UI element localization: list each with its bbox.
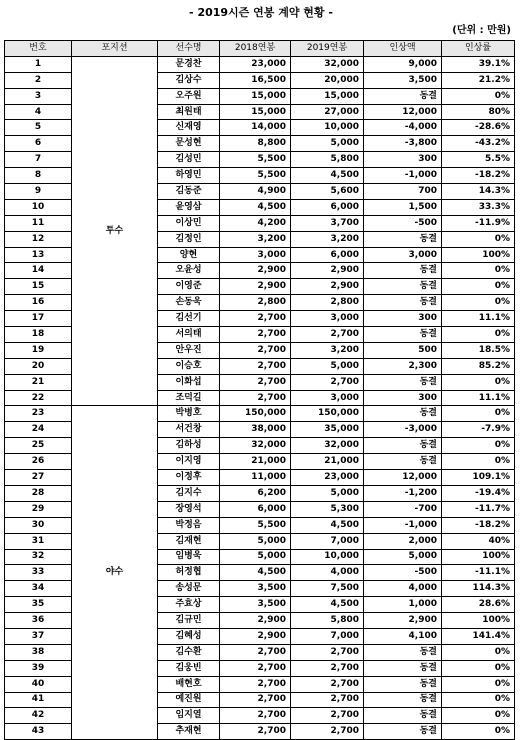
player-name-cell: 손동욱 <box>158 295 220 311</box>
raise-rate-cell: -18.2% <box>442 168 515 184</box>
raise-rate-cell: 0% <box>442 438 515 454</box>
header-salary-2019: 2019연봉 <box>291 41 364 57</box>
player-name-cell: 김하성 <box>158 438 220 454</box>
number-cell: 28 <box>5 485 72 501</box>
raise-amount-cell: -500 <box>364 215 442 231</box>
raise-amount-cell: 동결 <box>364 454 442 470</box>
salary-2018-cell: 8,800 <box>220 136 291 152</box>
number-cell: 32 <box>5 549 72 565</box>
salary-2019-cell: 5,000 <box>291 485 364 501</box>
salary-2018-cell: 3,500 <box>220 597 291 613</box>
number-cell: 21 <box>5 374 72 390</box>
salary-2019-cell: 2,900 <box>291 263 364 279</box>
player-name-cell: 서의태 <box>158 327 220 343</box>
salary-2019-cell: 5,800 <box>291 152 364 168</box>
salary-2018-cell: 5,000 <box>220 549 291 565</box>
player-name-cell: 김성민 <box>158 152 220 168</box>
player-name-cell: 최원태 <box>158 104 220 120</box>
raise-rate-cell: 33.3% <box>442 199 515 215</box>
raise-rate-cell: -11.7% <box>442 501 515 517</box>
salary-2019-cell: 10,000 <box>291 549 364 565</box>
raise-rate-cell: 80% <box>442 104 515 120</box>
salary-2019-cell: 5,800 <box>291 613 364 629</box>
number-cell: 24 <box>5 422 72 438</box>
salary-2018-cell: 2,700 <box>220 390 291 406</box>
raise-rate-cell: 0% <box>442 263 515 279</box>
raise-amount-cell: -1,000 <box>364 168 442 184</box>
number-cell: 29 <box>5 501 72 517</box>
salary-2019-cell: 32,000 <box>291 56 364 72</box>
raise-rate-cell: -18.2% <box>442 517 515 533</box>
raise-amount-cell: 3,000 <box>364 247 442 263</box>
number-cell: 5 <box>5 120 72 136</box>
salary-2018-cell: 15,000 <box>220 88 291 104</box>
raise-rate-cell: 100% <box>442 613 515 629</box>
salary-2019-cell: 2,700 <box>291 692 364 708</box>
number-cell: 37 <box>5 628 72 644</box>
player-name-cell: 김수환 <box>158 644 220 660</box>
player-name-cell: 임지열 <box>158 708 220 724</box>
number-cell: 36 <box>5 613 72 629</box>
player-name-cell: 윤영삼 <box>158 199 220 215</box>
number-cell: 27 <box>5 470 72 486</box>
salary-2018-cell: 2,900 <box>220 628 291 644</box>
raise-amount-cell: -3,000 <box>364 422 442 438</box>
number-cell: 6 <box>5 136 72 152</box>
salary-2019-cell: 20,000 <box>291 72 364 88</box>
raise-amount-cell: 2,000 <box>364 533 442 549</box>
number-cell: 41 <box>5 692 72 708</box>
salary-2019-cell: 32,000 <box>291 438 364 454</box>
salary-2018-cell: 2,700 <box>220 692 291 708</box>
salary-2019-cell: 21,000 <box>291 454 364 470</box>
number-cell: 38 <box>5 644 72 660</box>
salary-2019-cell: 10,000 <box>291 120 364 136</box>
raise-amount-cell: 동결 <box>364 692 442 708</box>
raise-rate-cell: 109.1% <box>442 470 515 486</box>
raise-amount-cell: -3,800 <box>364 136 442 152</box>
number-cell: 23 <box>5 406 72 422</box>
player-name-cell: 김혜성 <box>158 628 220 644</box>
raise-rate-cell: 0% <box>442 406 515 422</box>
salary-2018-cell: 2,700 <box>220 342 291 358</box>
salary-2018-cell: 2,700 <box>220 374 291 390</box>
salary-2018-cell: 6,200 <box>220 485 291 501</box>
player-name-cell: 오윤성 <box>158 263 220 279</box>
salary-2019-cell: 2,700 <box>291 724 364 740</box>
raise-amount-cell: 동결 <box>364 295 442 311</box>
table-body <box>5 56 515 739</box>
salary-2018-cell: 2,700 <box>220 311 291 327</box>
raise-rate-cell: -28.6% <box>442 120 515 136</box>
number-cell: 11 <box>5 215 72 231</box>
player-name-cell: 김웅빈 <box>158 660 220 676</box>
raise-amount-cell: 1,500 <box>364 199 442 215</box>
raise-amount-cell: 동결 <box>364 406 442 422</box>
number-cell: 4 <box>5 104 72 120</box>
table-row <box>5 56 515 72</box>
raise-amount-cell: 동결 <box>364 644 442 660</box>
salary-2019-cell: 2,700 <box>291 660 364 676</box>
player-name-cell: 이영준 <box>158 279 220 295</box>
player-name-cell: 송성문 <box>158 581 220 597</box>
number-cell: 17 <box>5 311 72 327</box>
player-name-cell: 서건창 <box>158 422 220 438</box>
raise-rate-cell: 0% <box>442 660 515 676</box>
number-cell: 42 <box>5 708 72 724</box>
raise-amount-cell: 2,300 <box>364 358 442 374</box>
number-cell: 20 <box>5 358 72 374</box>
raise-rate-cell: 0% <box>442 676 515 692</box>
number-cell: 30 <box>5 517 72 533</box>
salary-2018-cell: 2,900 <box>220 263 291 279</box>
raise-rate-cell: 0% <box>442 708 515 724</box>
salary-2019-cell: 4,500 <box>291 517 364 533</box>
raise-rate-cell: 5.5% <box>442 152 515 168</box>
raise-amount-cell: 동결 <box>364 279 442 295</box>
raise-rate-cell: 0% <box>442 279 515 295</box>
player-name-cell: 이상민 <box>158 215 220 231</box>
player-name-cell: 김정인 <box>158 231 220 247</box>
page-title: - 2019시즌 연봉 계약 현황 - <box>189 6 333 19</box>
raise-rate-cell: -11.1% <box>442 565 515 581</box>
unit-label: (단위 : 만원) <box>452 25 511 36</box>
raise-amount-cell: 5,000 <box>364 549 442 565</box>
salary-2019-cell: 27,000 <box>291 104 364 120</box>
player-name-cell: 김재현 <box>158 533 220 549</box>
salary-2018-cell: 4,200 <box>220 215 291 231</box>
raise-rate-cell: 100% <box>442 247 515 263</box>
header-number: 번호 <box>5 41 72 57</box>
salary-2018-cell: 2,900 <box>220 613 291 629</box>
player-name-cell: 장영석 <box>158 501 220 517</box>
salary-2018-cell: 21,000 <box>220 454 291 470</box>
player-name-cell: 김규민 <box>158 613 220 629</box>
number-cell: 7 <box>5 152 72 168</box>
number-cell: 40 <box>5 676 72 692</box>
number-cell: 22 <box>5 390 72 406</box>
player-name-cell: 배현호 <box>158 676 220 692</box>
salary-2018-cell: 3,000 <box>220 247 291 263</box>
salary-2018-cell: 3,500 <box>220 581 291 597</box>
raise-amount-cell: 동결 <box>364 231 442 247</box>
table-header-row <box>5 41 515 57</box>
salary-2019-cell: 5,000 <box>291 358 364 374</box>
raise-rate-cell: 39.1% <box>442 56 515 72</box>
raise-amount-cell: -4,000 <box>364 120 442 136</box>
player-name-cell: 박병호 <box>158 406 220 422</box>
salary-2019-cell: 35,000 <box>291 422 364 438</box>
raise-amount-cell: 동결 <box>364 438 442 454</box>
number-cell: 31 <box>5 533 72 549</box>
raise-amount-cell: 300 <box>364 311 442 327</box>
salary-2019-cell: 3,700 <box>291 215 364 231</box>
table-row <box>5 406 515 422</box>
raise-amount-cell: -1,200 <box>364 485 442 501</box>
raise-rate-cell: -19.4% <box>442 485 515 501</box>
salary-2019-cell: 4,500 <box>291 597 364 613</box>
player-name-cell: 박정음 <box>158 517 220 533</box>
player-name-cell: 임병욱 <box>158 549 220 565</box>
header-player-name: 선수명 <box>158 41 220 57</box>
player-name-cell: 허정협 <box>158 565 220 581</box>
number-cell: 2 <box>5 72 72 88</box>
salary-2019-cell: 6,000 <box>291 247 364 263</box>
player-name-cell: 예진원 <box>158 692 220 708</box>
salary-2018-cell: 150,000 <box>220 406 291 422</box>
salary-2019-cell: 2,700 <box>291 644 364 660</box>
salary-2018-cell: 2,800 <box>220 295 291 311</box>
number-cell: 15 <box>5 279 72 295</box>
player-name-cell: 하영민 <box>158 168 220 184</box>
player-name-cell: 이승호 <box>158 358 220 374</box>
raise-rate-cell: 0% <box>442 454 515 470</box>
header-salary-2018: 2018연봉 <box>220 41 291 57</box>
salary-2018-cell: 14,000 <box>220 120 291 136</box>
header-raise-rate: 인상률 <box>442 41 515 57</box>
number-cell: 19 <box>5 342 72 358</box>
number-cell: 12 <box>5 231 72 247</box>
salary-2019-cell: 7,000 <box>291 628 364 644</box>
raise-amount-cell: 2,900 <box>364 613 442 629</box>
salary-2018-cell: 2,900 <box>220 279 291 295</box>
raise-rate-cell: 0% <box>442 692 515 708</box>
salary-2019-cell: 7,500 <box>291 581 364 597</box>
salary-2019-cell: 3,200 <box>291 342 364 358</box>
raise-rate-cell: 141.4% <box>442 628 515 644</box>
raise-amount-cell: 9,000 <box>364 56 442 72</box>
salary-2018-cell: 23,000 <box>220 56 291 72</box>
number-cell: 34 <box>5 581 72 597</box>
raise-amount-cell: 동결 <box>364 327 442 343</box>
raise-rate-cell: 11.1% <box>442 311 515 327</box>
salary-2019-cell: 5,300 <box>291 501 364 517</box>
raise-amount-cell: 동결 <box>364 676 442 692</box>
salary-2018-cell: 5,500 <box>220 152 291 168</box>
salary-2018-cell: 4,900 <box>220 184 291 200</box>
raise-rate-cell: 0% <box>442 231 515 247</box>
raise-amount-cell: 500 <box>364 342 442 358</box>
raise-amount-cell: 동결 <box>364 660 442 676</box>
raise-amount-cell: 동결 <box>364 374 442 390</box>
raise-rate-cell: -7.9% <box>442 422 515 438</box>
player-name-cell: 김지수 <box>158 485 220 501</box>
salary-2019-cell: 7,000 <box>291 533 364 549</box>
salary-2018-cell: 5,500 <box>220 517 291 533</box>
player-name-cell: 김상수 <box>158 72 220 88</box>
salary-2019-cell: 6,000 <box>291 199 364 215</box>
player-name-cell: 주효상 <box>158 597 220 613</box>
salary-2018-cell: 6,000 <box>220 501 291 517</box>
raise-amount-cell: 300 <box>364 390 442 406</box>
salary-2019-cell: 2,700 <box>291 327 364 343</box>
raise-rate-cell: 40% <box>442 533 515 549</box>
player-name-cell: 오주원 <box>158 88 220 104</box>
number-cell: 33 <box>5 565 72 581</box>
salary-2019-cell: 2,700 <box>291 374 364 390</box>
salary-2018-cell: 2,700 <box>220 676 291 692</box>
raise-rate-cell: 14.3% <box>442 184 515 200</box>
salary-2018-cell: 38,000 <box>220 422 291 438</box>
salary-2018-cell: 2,700 <box>220 644 291 660</box>
raise-amount-cell: 3,500 <box>364 72 442 88</box>
raise-amount-cell: -500 <box>364 565 442 581</box>
raise-amount-cell: 동결 <box>364 88 442 104</box>
number-cell: 10 <box>5 199 72 215</box>
header-position: 포지션 <box>72 41 158 57</box>
salary-2018-cell: 16,500 <box>220 72 291 88</box>
player-name-cell: 양현 <box>158 247 220 263</box>
raise-rate-cell: 100% <box>442 549 515 565</box>
raise-rate-cell: 0% <box>442 88 515 104</box>
player-name-cell: 조덕길 <box>158 390 220 406</box>
salary-2019-cell: 2,700 <box>291 676 364 692</box>
salary-2019-cell: 3,000 <box>291 390 364 406</box>
raise-rate-cell: 85.2% <box>442 358 515 374</box>
salary-2019-cell: 2,900 <box>291 279 364 295</box>
number-cell: 35 <box>5 597 72 613</box>
number-cell: 26 <box>5 454 72 470</box>
player-name-cell: 김선기 <box>158 311 220 327</box>
raise-amount-cell: 300 <box>364 152 442 168</box>
player-name-cell: 김동준 <box>158 184 220 200</box>
salary-2018-cell: 4,500 <box>220 565 291 581</box>
player-name-cell: 이지영 <box>158 454 220 470</box>
raise-rate-cell: 114.3% <box>442 581 515 597</box>
position-cell: 투수 <box>72 56 158 406</box>
raise-amount-cell: 4,000 <box>364 581 442 597</box>
salary-2018-cell: 4,500 <box>220 199 291 215</box>
raise-amount-cell: -700 <box>364 501 442 517</box>
raise-amount-cell: 4,100 <box>364 628 442 644</box>
number-cell: 9 <box>5 184 72 200</box>
salary-2018-cell: 5,000 <box>220 533 291 549</box>
salary-2019-cell: 23,000 <box>291 470 364 486</box>
raise-rate-cell: -11.9% <box>442 215 515 231</box>
raise-amount-cell: 동결 <box>364 724 442 740</box>
salary-2018-cell: 11,000 <box>220 470 291 486</box>
salary-2018-cell: 2,700 <box>220 708 291 724</box>
salary-2019-cell: 2,800 <box>291 295 364 311</box>
raise-rate-cell: 0% <box>442 295 515 311</box>
salary-2019-cell: 3,000 <box>291 311 364 327</box>
raise-rate-cell: 0% <box>442 724 515 740</box>
player-name-cell: 이정후 <box>158 470 220 486</box>
raise-rate-cell: 18.5% <box>442 342 515 358</box>
player-name-cell: 신재영 <box>158 120 220 136</box>
number-cell: 8 <box>5 168 72 184</box>
salary-2018-cell: 2,700 <box>220 358 291 374</box>
salary-2019-cell: 4,000 <box>291 565 364 581</box>
raise-rate-cell: 0% <box>442 327 515 343</box>
raise-rate-cell: -43.2% <box>442 136 515 152</box>
salary-2019-cell: 15,000 <box>291 88 364 104</box>
raise-amount-cell: 700 <box>364 184 442 200</box>
salary-2018-cell: 2,700 <box>220 724 291 740</box>
player-name-cell: 이화섭 <box>158 374 220 390</box>
raise-rate-cell: 11.1% <box>442 390 515 406</box>
salary-2018-cell: 32,000 <box>220 438 291 454</box>
raise-rate-cell: 28.6% <box>442 597 515 613</box>
raise-amount-cell: 12,000 <box>364 470 442 486</box>
salary-2018-cell: 2,700 <box>220 660 291 676</box>
player-name-cell: 문성현 <box>158 136 220 152</box>
player-name-cell: 추재현 <box>158 724 220 740</box>
salary-table <box>4 40 515 740</box>
number-cell: 18 <box>5 327 72 343</box>
raise-amount-cell: -1,000 <box>364 517 442 533</box>
raise-amount-cell: 12,000 <box>364 104 442 120</box>
salary-2019-cell: 4,500 <box>291 168 364 184</box>
salary-2019-cell: 3,200 <box>291 231 364 247</box>
header-raise-amount: 인상액 <box>364 41 442 57</box>
player-name-cell: 안우진 <box>158 342 220 358</box>
salary-2018-cell: 5,500 <box>220 168 291 184</box>
raise-amount-cell: 1,000 <box>364 597 442 613</box>
number-cell: 39 <box>5 660 72 676</box>
salary-2019-cell: 5,600 <box>291 184 364 200</box>
salary-2019-cell: 5,000 <box>291 136 364 152</box>
player-name-cell: 문경찬 <box>158 56 220 72</box>
position-cell: 야수 <box>72 406 158 740</box>
number-cell: 16 <box>5 295 72 311</box>
number-cell: 3 <box>5 88 72 104</box>
salary-2018-cell: 15,000 <box>220 104 291 120</box>
raise-amount-cell: 동결 <box>364 263 442 279</box>
raise-rate-cell: 21.2% <box>442 72 515 88</box>
number-cell: 14 <box>5 263 72 279</box>
raise-amount-cell: 동결 <box>364 708 442 724</box>
salary-2019-cell: 150,000 <box>291 406 364 422</box>
number-cell: 1 <box>5 56 72 72</box>
salary-2018-cell: 3,200 <box>220 231 291 247</box>
number-cell: 43 <box>5 724 72 740</box>
raise-rate-cell: 0% <box>442 644 515 660</box>
salary-2019-cell: 2,700 <box>291 708 364 724</box>
raise-rate-cell: 0% <box>442 374 515 390</box>
salary-2018-cell: 2,700 <box>220 327 291 343</box>
number-cell: 13 <box>5 247 72 263</box>
number-cell: 25 <box>5 438 72 454</box>
